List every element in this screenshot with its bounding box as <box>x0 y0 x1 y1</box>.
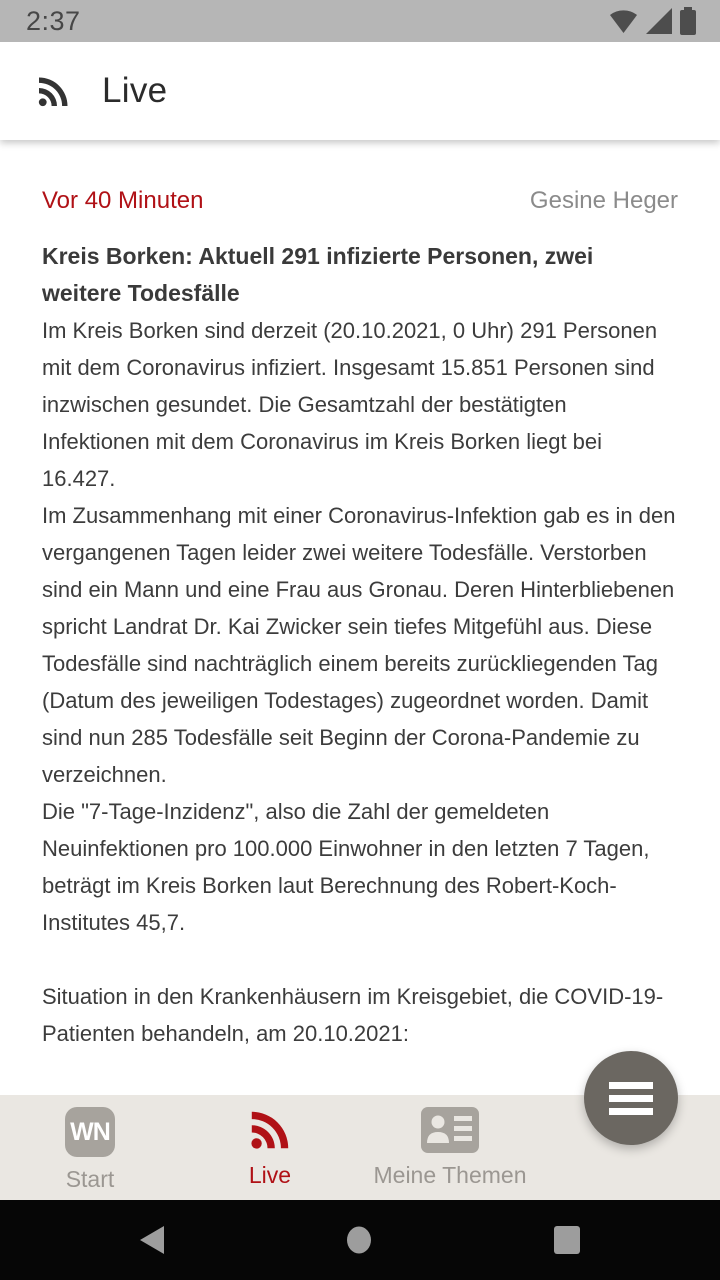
menu-fab-button[interactable] <box>584 1051 678 1145</box>
article-card[interactable] <box>42 186 678 1052</box>
nav-label-meine-themen: Meine Themen <box>373 1162 527 1188</box>
article-author: Gesine Heger <box>529 187 678 214</box>
article-paragraph: Situation in den Krankenhäusern im Kreisgebiet, die COVID-19-Patienten behandeln, am 20.10.2021: <box>42 984 664 1046</box>
nav-label-start: Start <box>65 1166 115 1192</box>
rss-icon <box>36 73 72 109</box>
wifi-icon <box>609 8 638 34</box>
wn-logo-icon: WN <box>65 1107 115 1157</box>
nav-item-meine-themen[interactable] <box>360 1095 540 1200</box>
rss-icon <box>247 1107 293 1153</box>
android-system-nav <box>0 1200 720 1280</box>
article-timestamp: Vor 40 Minuten <box>42 187 204 214</box>
battery-icon <box>680 7 696 35</box>
article-paragraph: Im Kreis Borken sind derzeit (20.10.2021, 0 Uhr) 291 Personen mit dem Coronavirus infiziert. Insgesamt 15.851 Personen sind inzwischen gesundet. Die Gesamtzahl der bestätigten Infektionen mit dem Coronavirus im Kreis Borken liegt bei 16.427. <box>42 318 658 491</box>
nav-item-start[interactable] <box>0 1095 180 1200</box>
page-title: Live <box>102 71 168 110</box>
back-button[interactable] <box>140 1226 164 1254</box>
nav-item-live[interactable] <box>180 1095 360 1200</box>
article-paragraph: Die "7-Tage-Inzidenz", also die Zahl der gemeldeten Neuinfektionen pro 100.000 Einwohner in den letzten 7 Tagen, beträgt im Kreis Borken laut Berechnung des Robert-Koch-Institutes 45,7. <box>42 799 650 935</box>
article-meta <box>42 186 678 216</box>
status-time: 2:37 <box>26 5 81 36</box>
home-button[interactable] <box>346 1226 372 1254</box>
cell-signal-icon <box>645 8 673 34</box>
hamburger-menu-icon <box>609 1082 653 1115</box>
nav-label-live: Live <box>248 1162 292 1188</box>
article-paragraph: Im Zusammenhang mit einer Coronavirus-Infektion gab es in den vergangenen Tagen leider zwei weitere Todesfälle. Verstorben sind ein Mann und eine Frau aus Gronau. Deren Hinterbliebenen spricht Landrat Dr. Kai Zwicker sein tiefes Mitgefühl aus. Diese Todesfälle sind nachträglich einem bereits zurückliegenden Tag (Datum des jeweiligen Todestages) zugeordnet worden. Damit sind nun 285 Todesfälle seit Beginn der Corona-Pandemie zu verzeichnen. <box>42 503 676 787</box>
home-circle-icon <box>346 1226 372 1254</box>
recents-button[interactable] <box>554 1226 580 1254</box>
app-header <box>0 42 720 140</box>
live-feed <box>0 140 720 1095</box>
article-headline: Kreis Borken: Aktuell 291 infizierte Personen, zwei weitere Todesfälle <box>42 243 594 306</box>
contact-card-icon <box>421 1107 479 1153</box>
status-bar <box>0 0 720 42</box>
recents-square-icon <box>554 1226 580 1254</box>
status-icons <box>609 7 696 35</box>
back-triangle-icon <box>140 1226 164 1254</box>
